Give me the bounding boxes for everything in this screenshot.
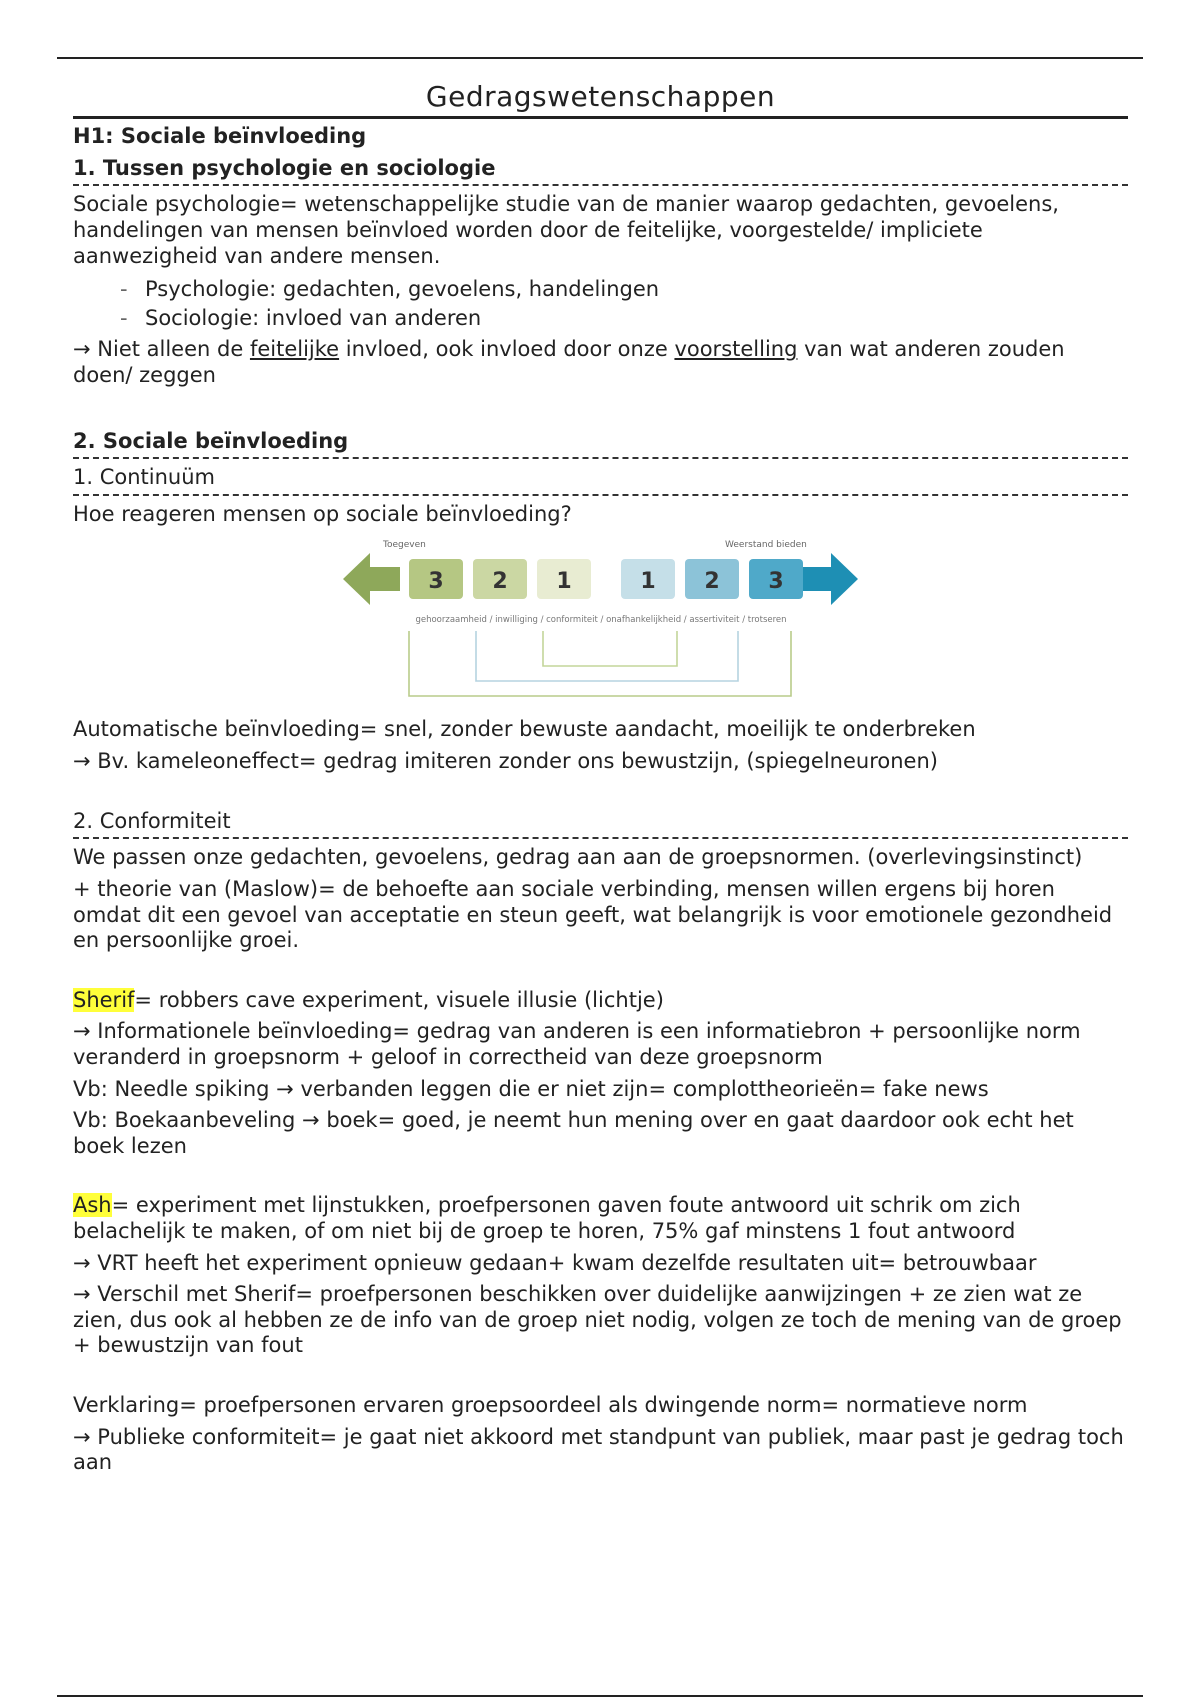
document-body (73, 76, 1128, 1476)
conformity-text: We passen onze gedachten, gevoelens, gedrag aan aan de groepsnormen. (overlevingsinstinct) (73, 845, 1083, 870)
example-book: Vb: Boekaanbeveling → boek= goed, je neemt hun mening over en gaat daardoor ook echt het boek lezen (73, 1108, 1074, 1158)
continuum-box-number: 2 (704, 569, 720, 595)
maslow-theory: + theorie van (Maslow)= de behoefte aan sociale verbinding, mensen willen ergens bij horen omdat dit een gevoel van acceptatie en steun geeft, wat belangrijk is voor emotionele gezondheid en persoonlijke groei. (73, 876, 1113, 953)
continuum-box-number: 3 (768, 569, 784, 595)
document-title: Gedragswetenschappen (73, 80, 1128, 119)
subsection-continuum: 1. Continuüm (73, 465, 1128, 496)
example-needle-spiking: Vb: Needle spiking → verbanden leggen die er niet zijn= complottheorieën= fake news (73, 1076, 989, 1101)
top-rule (57, 57, 1143, 59)
note-text: van wat anderen zouden doen/ zeggen (73, 337, 1065, 388)
label-toegeven: Toegeven (383, 540, 426, 551)
underlined-voorstelling: voorstelling (674, 337, 798, 362)
chapter-heading: H1: Sociale beïnvloeding (73, 124, 367, 149)
sherif-text: = robbers cave experiment, visuele illusie (lichtje) (134, 987, 664, 1012)
note-text: → Niet alleen de (73, 337, 250, 362)
continuum-box-number: 1 (640, 569, 656, 595)
continuum-box-number: 2 (492, 569, 508, 595)
bracket-outer (409, 631, 791, 696)
underlined-feitelijke: feitelijke (249, 337, 340, 362)
continuum-diagram (73, 533, 1128, 711)
ash-paragraph (73, 1193, 1128, 1244)
sherif-paragraph (73, 988, 1128, 1014)
bottom-rule (57, 1695, 1143, 1697)
arrow-right-icon (801, 553, 858, 605)
list-item: - Sociologie: invloed van anderen (120, 306, 1128, 332)
subsection-conformity: 2. Conformiteit (73, 809, 1128, 840)
bracket-middle (476, 631, 738, 681)
automatic-influence: Automatische beïnvloeding= snel, zonder bewuste aandacht, moeilijk te onderbreken (73, 717, 976, 742)
highlight-ash: Ash (73, 1193, 112, 1218)
arrow-left-icon (343, 553, 400, 605)
informational-influence: → Informationele beïnvloeding= gedrag van anderen is een informatiebron + persoonlijke norm veranderd in groepsnorm + geloof in correctheid van deze groepsnorm (73, 1019, 1081, 1069)
explanation: Verklaring= proefpersonen ervaren groepsoordeel als dwingende norm= normatieve norm (73, 1393, 1028, 1418)
public-conformity: → Publieke conformiteit= je gaat niet akkoord met standpunt van publiek, maar past je gedrag toch aan (73, 1424, 1124, 1475)
section-2-heading: 2. Sociale beïnvloeding (73, 429, 1128, 460)
continuum-box-number: 1 (556, 569, 572, 595)
continuum-caption: gehoorzaamheid / inwilliging / conformiteit / onafhankelijkheid / assertiviteit / trotseren (415, 615, 787, 626)
influence-note (73, 337, 1128, 388)
continuum-question: Hoe reageren mensen op sociale beïnvloeding? (73, 501, 572, 526)
social-psychology-definition: Sociale psychologie= wetenschappelijke studie van de manier waarop gedachten, gevoelens, handelingen van mensen beïnvloed worden door de feitelijke, voorgestelde/ impliciete aanwezigheid van andere mensen. (73, 192, 1059, 268)
note-text: invloed, ook invloed door onze (339, 337, 675, 362)
ash-text: = experiment met lijnstukken, proefpersonen gaven foute antwoord uit schrik om zich belachelijk te maken, of om niet bij de groep te horen, 75% gaf minstens 1 fout antwoord (73, 1193, 1021, 1243)
label-weerstand-bieden: Weerstand bieden (725, 540, 807, 551)
continuum-figure (73, 533, 1128, 711)
continuum-box-number: 3 (428, 569, 444, 595)
ash-vrt: → VRT heeft het experiment opnieuw gedaan+ kwam dezelfde resultaten uit= betrouwbaar (73, 1250, 1037, 1275)
chameleon-example: → Bv. kameleoneffect= gedrag imiteren zonder ons bewustzijn, (spiegelneuronen) (73, 749, 938, 774)
ash-difference: → Verschil met Sherif= proefpersonen beschikken over duidelijke aanwijzingen + ze zien wat ze zien, dus ook al hebben ze de info van de groep niet nodig, volgen ze toch de mening van de groep + bewustzijn van fout (73, 1282, 1122, 1358)
bracket-inner (543, 631, 677, 666)
section-1-heading: 1. Tussen psychologie en sociologie (73, 156, 1128, 187)
highlight-sherif: Sherif (73, 987, 135, 1012)
list-item: - Psychologie: gedachten, gevoelens, handelingen (120, 277, 1128, 303)
discipline-list (73, 277, 1128, 331)
